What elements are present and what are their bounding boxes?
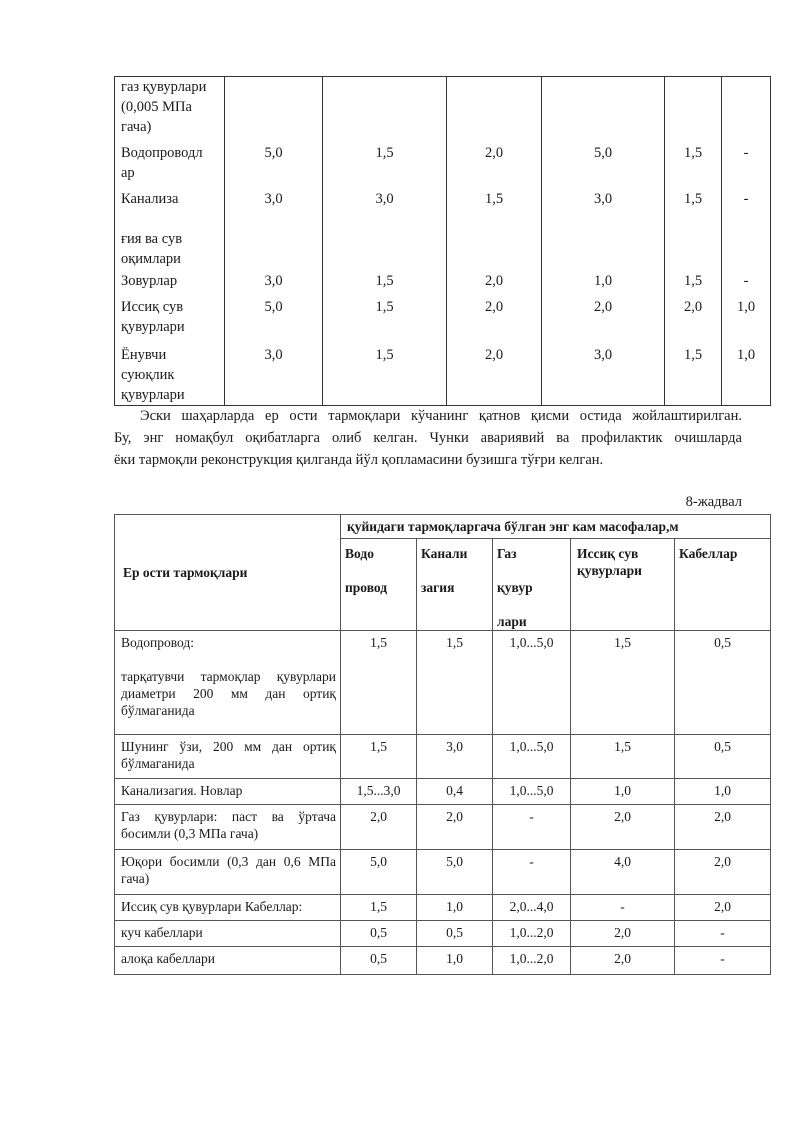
table-cell: 1,0...2,0	[493, 947, 571, 975]
table-cell: 0,5	[675, 735, 771, 779]
table-cell: 1,0	[417, 895, 493, 921]
column-header: Газ қувур лари	[493, 539, 571, 631]
table-row	[115, 631, 771, 735]
table-cell: 1,5	[341, 895, 417, 921]
table-cell: -	[722, 185, 771, 269]
row-label: Иссиқ сув қувурлари	[115, 295, 225, 341]
row-label: Ёнувчи суюқлик қувурлари	[115, 341, 225, 406]
row-label: Газ қувурлари: паст ва ўртача босимли (0,3 МПа гача)	[115, 805, 341, 850]
table-cell: 2,0	[341, 805, 417, 850]
table-cell: 1,5	[665, 139, 722, 185]
table-cell: 5,0	[225, 139, 323, 185]
row-label: Канализагия. Новлар	[115, 779, 341, 805]
table-cell: 1,0	[571, 779, 675, 805]
paragraph-line: Эски шаҳарларда ер ости тармоқлари кўчанинг қатнов қисми остида жойлаштирилган.	[140, 408, 742, 424]
table-cell: 1,5	[447, 185, 542, 269]
table-cell: 1,0...5,0	[493, 779, 571, 805]
row-label: Водопроводл ар	[115, 139, 225, 185]
row-label: Зовурлар	[115, 269, 225, 295]
table-cell	[665, 77, 722, 140]
table-cell: 5,0	[225, 295, 323, 341]
table-cell: 5,0	[542, 139, 665, 185]
table-cell	[722, 77, 771, 140]
table-cell: 3,0	[323, 185, 447, 269]
table-row	[115, 850, 771, 895]
row-label: газ қувурлари (0,005 МПа гача)	[115, 77, 225, 140]
table-cell: 2,0	[571, 805, 675, 850]
table-cell: 1,0...5,0	[493, 735, 571, 779]
column-header: Канали загия	[417, 539, 493, 631]
table-row	[115, 269, 771, 295]
distance-table-continued	[114, 76, 771, 406]
column-header: Водо провод	[341, 539, 417, 631]
table-cell: 1,0...5,0	[493, 631, 571, 735]
table-cell: 2,0	[447, 295, 542, 341]
table-cell: 2,0	[447, 269, 542, 295]
table-cell: 2,0	[675, 805, 771, 850]
table-cell: 1,0	[675, 779, 771, 805]
row-label: Юқори босимли (0,3 дан 0,6 МПа гача)	[115, 850, 341, 895]
table-header-row	[115, 515, 771, 539]
paragraph-line: ёки тармоқли реконструкция қилганда йўл қопламасини бузишга тўғри келган.	[114, 452, 604, 468]
column-header: Кабеллар	[675, 539, 771, 631]
table-cell: 0,5	[675, 631, 771, 735]
row-label: алоқа кабеллари	[115, 947, 341, 975]
table-cell: 1,0	[722, 341, 771, 406]
table-cell: 1,5	[323, 341, 447, 406]
table-cell: 1,5	[323, 269, 447, 295]
table-cell: 1,0...2,0	[493, 921, 571, 947]
table-cell	[323, 77, 447, 140]
table-cell: -	[675, 947, 771, 975]
table-cell: 3,0	[225, 185, 323, 269]
table-cell: 1,5	[571, 631, 675, 735]
row-label: Иссиқ сув қувурлари Кабеллар:	[115, 895, 341, 921]
paragraph-line: Бу, энг номақбул оқибатларга олиб келган. Чунки авариявий ва профилактик очишларда	[114, 430, 742, 446]
table-caption: 8-жадвал	[685, 494, 742, 510]
table-row	[115, 139, 771, 185]
table-cell: 3,0	[542, 185, 665, 269]
row-label: Шунинг ўзи, 200 мм дан ортиқ бўлмаганида	[115, 735, 341, 779]
table-cell: -	[675, 921, 771, 947]
table-cell: 0,5	[341, 947, 417, 975]
table-cell: 2,0	[542, 295, 665, 341]
table-cell: 1,5	[665, 185, 722, 269]
table-cell: -	[493, 805, 571, 850]
table-row	[115, 805, 771, 850]
row-label: Водопровод: тарқатувчи тармоқлар қувурлари диаметри 200 мм дан ортиқ бўлмаганида	[115, 631, 341, 735]
min-distance-table	[114, 514, 771, 975]
table-row	[115, 947, 771, 975]
table-cell: 4,0	[571, 850, 675, 895]
table-cell: 2,0	[665, 295, 722, 341]
table-cell: 1,5	[341, 735, 417, 779]
table-cell: 2,0	[417, 805, 493, 850]
table-cell: 0,4	[417, 779, 493, 805]
table-row	[115, 341, 771, 406]
table-cell: 0,5	[341, 921, 417, 947]
table-cell: 2,0	[447, 139, 542, 185]
table-cell: 2,0	[447, 341, 542, 406]
column-header: Иссиқ сув қувурлари	[571, 539, 675, 631]
table-cell: 2,0...4,0	[493, 895, 571, 921]
table-cell: 1,5	[665, 269, 722, 295]
table-cell: 1,5	[323, 295, 447, 341]
table-row	[115, 185, 771, 269]
table-cell: 1,0	[542, 269, 665, 295]
table-cell: 1,0	[417, 947, 493, 975]
table-row	[115, 921, 771, 947]
table-cell: 2,0	[675, 895, 771, 921]
row-label: Канализа ғия ва сув оқимлари	[115, 185, 225, 269]
table-cell: -	[493, 850, 571, 895]
table-cell: -	[722, 139, 771, 185]
table-cell: 2,0	[571, 947, 675, 975]
table-cell: 1,5	[323, 139, 447, 185]
table-cell: 5,0	[417, 850, 493, 895]
table-cell: 1,5	[341, 631, 417, 735]
table-cell: 0,5	[417, 921, 493, 947]
table-row	[115, 895, 771, 921]
table-cell: 5,0	[341, 850, 417, 895]
table-cell: 3,0	[225, 341, 323, 406]
row-label: куч кабеллари	[115, 921, 341, 947]
table-cell: 3,0	[542, 341, 665, 406]
table-cell: 2,0	[571, 921, 675, 947]
row-header: Ер ости тармоқлари	[115, 515, 341, 631]
table-cell: -	[571, 895, 675, 921]
table-cell: 1,5	[417, 631, 493, 735]
table-cell: -	[722, 269, 771, 295]
table-cell: 1,5...3,0	[341, 779, 417, 805]
table-cell: 1,5	[571, 735, 675, 779]
table-row	[115, 295, 771, 341]
table-cell	[447, 77, 542, 140]
table-cell: 3,0	[225, 269, 323, 295]
body-paragraph	[114, 405, 742, 471]
table-cell	[225, 77, 323, 140]
table-row	[115, 735, 771, 779]
table-cell: 1,5	[665, 341, 722, 406]
table-cell: 3,0	[417, 735, 493, 779]
table-row	[115, 779, 771, 805]
table-cell: 2,0	[675, 850, 771, 895]
group-header: қуйидаги тармоқларгача бўлган энг кам масофалар,м	[341, 515, 771, 539]
table-cell: 1,0	[722, 295, 771, 341]
table-cell	[542, 77, 665, 140]
table-row	[115, 77, 771, 140]
